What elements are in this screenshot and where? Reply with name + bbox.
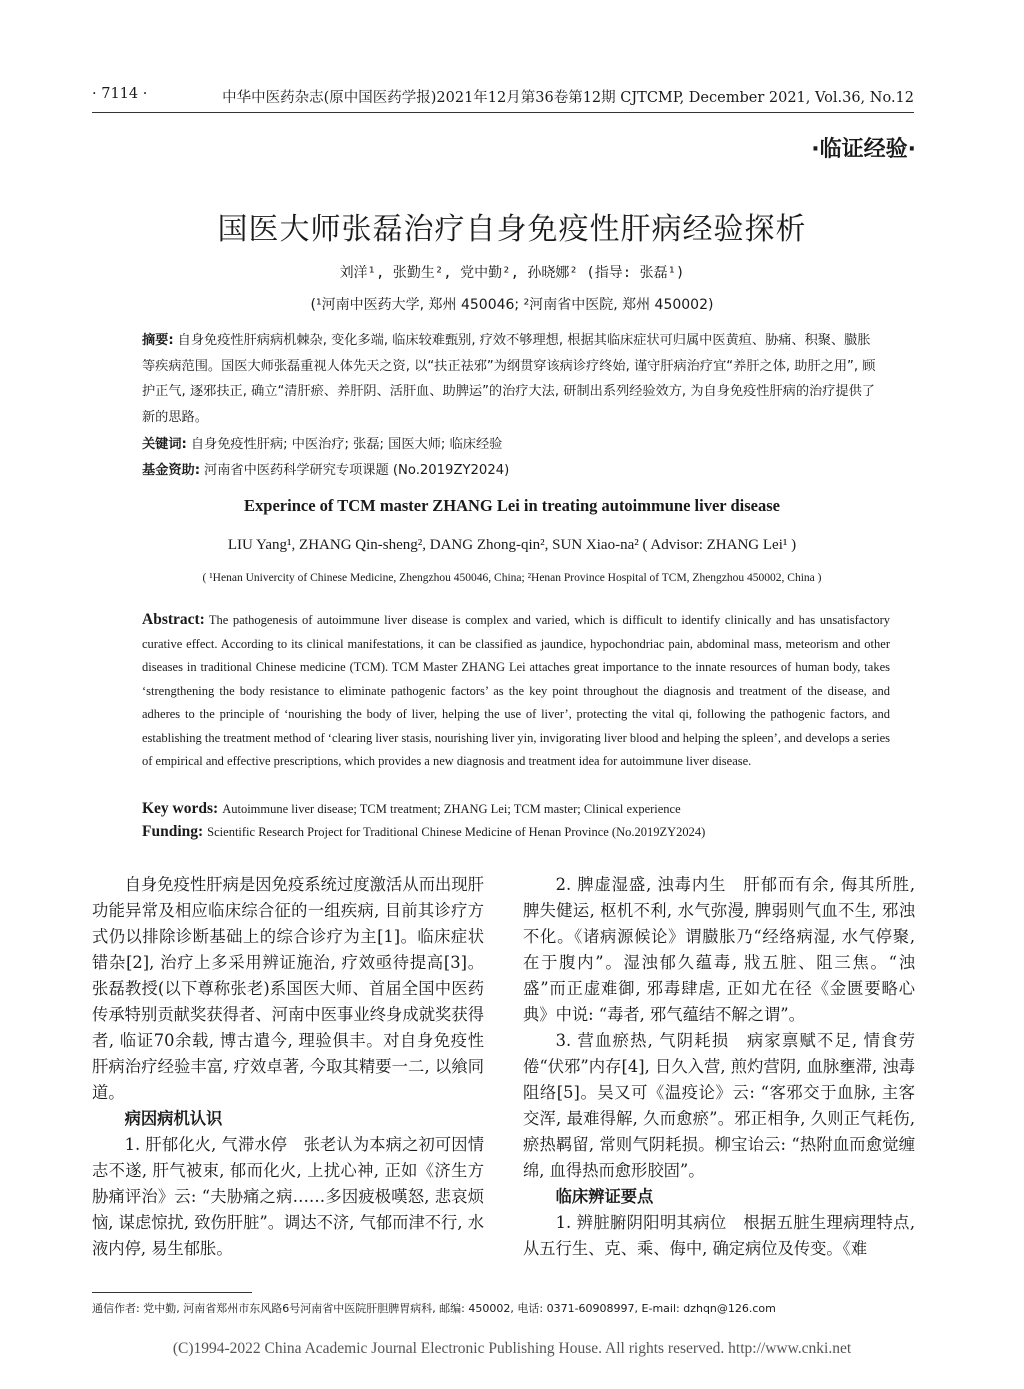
english-funding-label: Funding: (142, 823, 204, 840)
body-paragraph: 1. 肝郁化火, 气滞水停 张老认为本病之初可因情志不遂, 肝气被束, 郁而化火, 上扰心神, 正如《济生方胁痛评治》云: “夫胁痛之病……多因疲极嘆怒, 悲哀烦恼, 谋虑惊扰, 致伤肝脏”。调达不济, 气郁而津不行, 水液内停, 易生郁胀。 (92, 1135, 484, 1258)
chinese-keywords-text: 自身免疫性肝病; 中医治疗; 张磊; 国医大师; 临床经验 (190, 437, 503, 452)
chinese-affiliations: (¹河南中医药大学, 郑州 450046; ²河南省中医院, 郑州 450002) (310, 297, 714, 313)
copyright-line: (C)1994-2022 China Academic Journal Electronic Publishing House. All rights reserved. http://www.cnki.net (172, 1340, 852, 1357)
english-keywords-text: Autoimmune liver disease; TCM treatment; ZHANG Lei; TCM master; Clinical experience (222, 802, 681, 816)
english-funding-text: Scientific Research Project for Traditional Chinese Medicine of Henan Province (No.2019ZY2024) (207, 825, 706, 839)
english-abstract-label: Abstract: (142, 611, 205, 628)
body-paragraph: 2. 脾虚湿盛, 浊毒内生 肝郁而有余, 侮其所胜, 脾失健运, 枢机不利, 水气弥漫, 脾弱则气血不生, 邪浊不化。《诸病源候论》谓臌胀乃“经络病湿, 水气停聚, 在于腹内”。湿浊郁久蕴毒, 戕五脏、阻三焦。“浊盛”而正虚难御, 邪毒肆虐, 正如尤在径《金匮要略心典》中说: “毒者, 邪气蕴结不解之谓”。 (523, 875, 915, 1024)
english-affiliations: ( ¹Henan Univercity of Chinese Medicine, Zhengzhou 450046, China; ²Henan Province Hospital of TCM, Zhengzhou 450002, China ) (202, 572, 822, 584)
body-column-left (92, 872, 484, 1262)
chinese-funding-label: 基金资助: (142, 463, 201, 478)
section-heading: 病因病机认识 (124, 1109, 223, 1128)
english-keywords (142, 797, 890, 822)
page-number: · 7114 · (92, 86, 148, 102)
body-paragraph: 1. 辨脏腑阴阳明其病位 根据五脏生理病理特点, 从五行生、克、乘、侮中, 确定病位及传变。《难 (523, 1213, 915, 1258)
chinese-authors: 刘洋¹, 张勤生², 党中勤², 孙晓娜² (指导: 张磊¹) (339, 265, 685, 281)
english-title: Experince of TCM master ZHANG Lei in treating autoimmune liver disease (244, 496, 780, 515)
chinese-abstract-label: 摘要: (142, 333, 174, 348)
running-header (92, 86, 914, 108)
chinese-title: 国医大师张磊治疗自身免疫性肝病经验探析 (217, 212, 807, 247)
english-authors: LIU Yang¹, ZHANG Qin-sheng², DANG Zhong-qin², SUN Xiao-na² ( Advisor: ZHANG Lei¹ ) (227, 537, 797, 553)
chinese-funding (142, 458, 882, 484)
header-rule (92, 112, 914, 113)
english-funding (142, 820, 890, 845)
journal-info: 中华中医药杂志(原中国医药学报)2021年12月第36卷第12期 CJTCMP, December 2021, Vol.36, No.12 (222, 90, 914, 106)
footnote-rule (92, 1292, 252, 1293)
corresponding-author-footnote: 通信作者: 党中勤, 河南省郑州市东风路6号河南省中医院肝胆脾胃病科, 邮编: 450002, 电话: 0371-60908997, E-mail: dzhqn@126.com (92, 1302, 776, 1315)
body-paragraph: 3. 营血瘀热, 气阴耗损 病家禀赋不足, 情食劳倦“伏邪”内存[4], 日久入营, 煎灼营阴, 血脉壅滞, 浊毒阻络[5]。吴又可《温疫论》云: “客邪交于血脉, 主客交浑, 最难得解, 久而愈瘀”。邪正相争, 久则正气耗伤, 瘀热羁留, 常则气阴耗损。柳宝诒云: “热附血而愈觉缠绵, 血得热而愈形胶固”。 (523, 1031, 915, 1180)
english-abstract (142, 608, 890, 774)
section-tag: ·临证经验· (811, 137, 916, 162)
chinese-abstract-text: 自身免疫性肝病病机棘杂, 变化多端, 临床较难甄别, 疗效不够理想, 根据其临床症状可归属中医黄疸、胁痛、积聚、臌胀等疾病范围。国医大师张磊重视人体先天之资, 以“扶正祛邪”为纲贯穿该病诊疗终始, 谨守肝病治疗宜“养肝之体, 助肝之用”, 顾护正气, 逐邪扶正, 确立“清肝瘀、养肝阴、活肝血、助脾运”的治疗大法, 研制出系列经验效方, 为自身免疫性肝病的治疗提供了新的思路。 (142, 333, 876, 425)
body-paragraph: 自身免疫性肝病是因免疫系统过度激活从而出现肝功能异常及相应临床综合征的一组疾病, 目前其诊疗方式仍以排除诊断基础上的综合诊疗为主[1]。临床症状错杂[2], 治疗上多采用辨证施治, 疗效亟待提高[3]。张磊教授(以下尊称张老)系国医大师、首届全国中医药传承特别贡献奖获得者、河南中医事业终身成就奖获得者, 临证70余载, 博古遣今, 理验俱丰。对自身免疫性肝病治疗经验丰富, 疗效卓著, 今取其精要一二, 以飨同道。 (92, 875, 484, 1102)
section-heading: 临床辨证要点 (555, 1187, 654, 1206)
english-keywords-label: Key words: (142, 800, 219, 817)
chinese-funding-text: 河南省中医药科学研究专项课题 (No.2019ZY2024) (204, 463, 510, 478)
chinese-keywords (142, 432, 882, 458)
chinese-keywords-label: 关键词: (142, 437, 187, 452)
chinese-abstract (142, 328, 882, 430)
body-column-right (523, 872, 915, 1262)
english-abstract-text: The pathogenesis of autoimmune liver disease is complex and varied, which is difficult to identify clinically and has unsatisfactory curative effect. According to its clinical manifestations, it can be classified as jaundice, hypochondriac pain, abdominal mass, meteorism and other diseases in traditional Chinese medicine (TCM). TCM Master ZHANG Lei attaches great importance to the innate resources of human body, takes ‘strengthening the body resistance to eliminate pathogenic factors’ as the key point throughout the diagnosis and treatment of the disease, and adheres to the principle of ‘nourishing the body of liver, helping the use of liver’, protecting the vital qi, following the pathogenic factors, and establishing the treatment method of ‘clearing liver stasis, nourishing liver yin, invigorating liver blood and helping the spleen’, and develops a series of empirical and effective prescriptions, which provides a new diagnosis and treatment idea for autoimmune liver disease. (142, 613, 890, 768)
